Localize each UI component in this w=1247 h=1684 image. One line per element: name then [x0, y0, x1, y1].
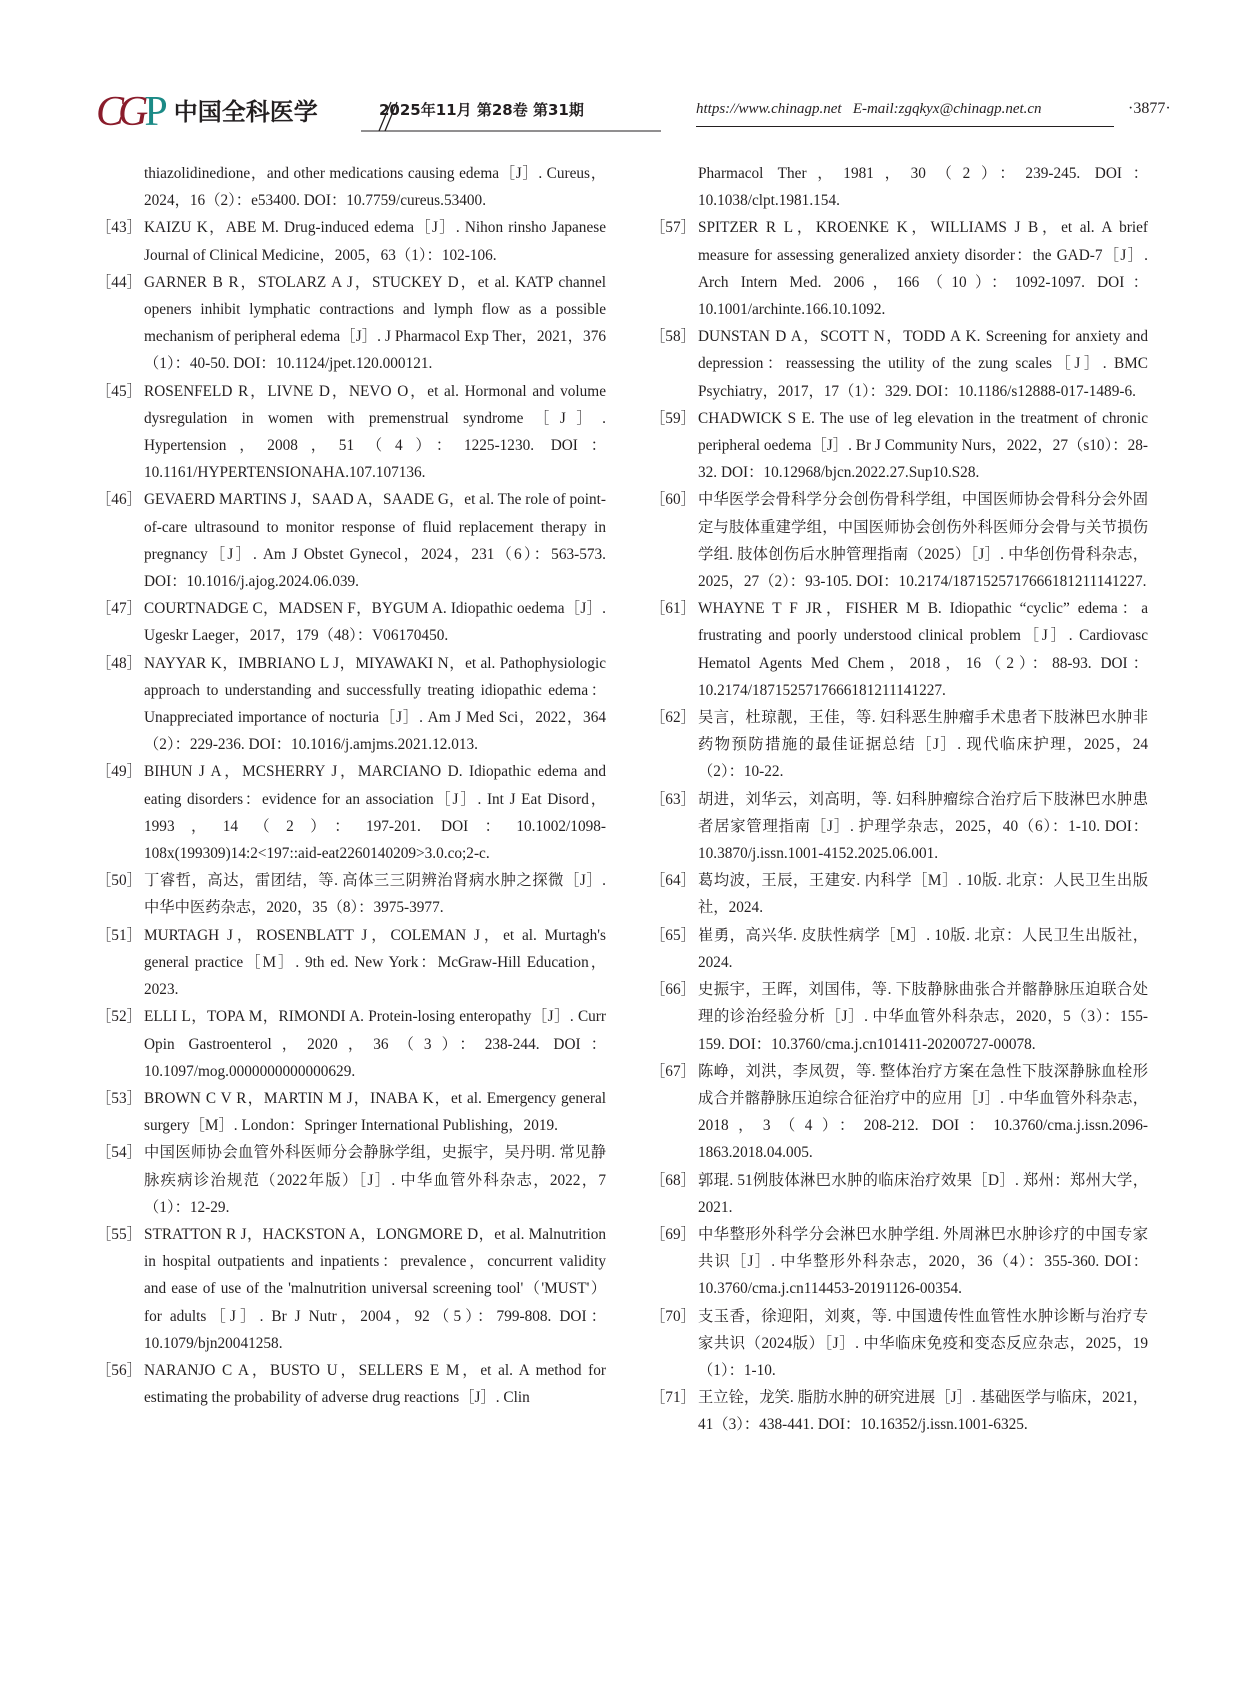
reference-number: ［61］ — [650, 600, 696, 618]
reference-number: ［43］ — [96, 219, 142, 237]
reference-entry — [650, 704, 1148, 786]
reference-text: 陈峥，刘洪，李凤贺，等. 整体治疗方案在急性下肢深静脉血栓形成合并髂静脉压迫综合征治疗中的应用［J］. 中华血管外科杂志，2018，3（4）：208-212. DOI：10.3760/cma.j.issn.2096-1863.2018.04.005. — [698, 1062, 1148, 1162]
contact-info — [696, 101, 1042, 118]
reference-text: GARNER B R，STOLARZ A J，STUCKEY D，et al. KATP channel openers inhibit lymphatic contractions and lymph flow as a possible mechanism of peripheral edema［J］. J Pharmacol Exp Ther，2021，376（1）：40-50. DOI：10.1124/jpet.120.000121. — [144, 273, 606, 373]
reference-text: 中国医师协会血管外科医师分会静脉学组，史振宇，吴丹明. 常见静脉疾病诊治规范（2022年版）［J］. 中华血管外科杂志，2022，7（1）：12-29. — [144, 1144, 606, 1216]
reference-text: WHAYNE T F JR，FISHER M B. Idiopathic “cyclic” edema：a frustrating and poorly understood clinical problem［J］. Cardiovasc Hematol Agents Med Chem，2018，16（2）：88-93. DOI：10.2174/1871525717666181211141227. — [698, 600, 1148, 699]
reference-entry — [650, 976, 1148, 1058]
reference-number: ［69］ — [650, 1225, 696, 1243]
reference-entry — [96, 1139, 606, 1221]
reference-number: ［62］ — [650, 709, 696, 727]
reference-number: ［57］ — [650, 219, 696, 237]
reference-text: 郭琨. 51例肢体淋巴水肿的临床治疗效果［D］. 郑州：郑州大学，2021. — [698, 1171, 1148, 1216]
reference-text: 吴言，杜琼靓，王佳，等. 妇科恶生肿瘤手术患者下肢淋巴水肿非药物预防措施的最佳证据总结［J］. 现代临床护理，2025，24（2）：10-22. — [698, 709, 1148, 781]
reference-entry — [650, 486, 1148, 595]
reference-entry — [96, 486, 606, 595]
reference-number: ［59］ — [650, 409, 696, 427]
reference-number: ［68］ — [650, 1171, 696, 1189]
reference-number: ［53］ — [96, 1089, 142, 1107]
reference-entry — [650, 786, 1148, 868]
journal-logo — [96, 89, 318, 135]
reference-text: 崔勇，高兴华. 皮肤性病学［M］. 10版. 北京：人民卫生出版社，2024. — [698, 926, 1148, 971]
reference-entry — [650, 405, 1148, 487]
reference-text: MURTAGH J，ROSENBLATT J，COLEMAN J，et al. Murtagh's general practice［M］. 9th ed. New York：McGraw-Hill Education，2023. — [144, 926, 606, 999]
reference-text: STRATTON R J，HACKSTON A，LONGMORE D，et al. Malnutrition in hospital outpatients and inpatients：prevalence，concurrent validity and ease of use of the 'malnutrition universal screening tool'（'MUST'）for adults［J］. Br J Nutr，2004，92（5）：799-808. DOI：10.1079/bjn20041258. — [144, 1225, 606, 1352]
reference-text: 史振宇，王晖，刘国伟，等. 下肢静脉曲张合并髂静脉压迫联合处理的诊治经验分析［J］. 中华血管外科杂志，2020，5（3）：155-159. DOI：10.3760/cma.j.cn101411-20200727-00078. — [698, 981, 1148, 1053]
page-number: ·3877· — [1128, 100, 1171, 117]
reference-entry — [96, 1003, 606, 1085]
reference-entry — [96, 1357, 606, 1411]
reference-entry — [650, 1384, 1148, 1438]
reference-number: ［65］ — [650, 926, 696, 944]
reference-text: BROWN C V R，MARTIN M J，INABA K，et al. Emergency general surgery［M］. London：Springer International Publishing，2019. — [144, 1089, 606, 1135]
reference-number: ［58］ — [650, 328, 696, 346]
reference-number: ［66］ — [650, 981, 696, 999]
reference-text: CHADWICK S E. The use of leg elevation in the treatment of chronic peripheral oedema［J］. Br J Community Nurs，2022，27（s10）：28-32. DOI：10.12968/bjcn.2022.27.Sup10.S28. — [698, 409, 1148, 482]
reference-entry — [650, 214, 1148, 323]
reference-entry — [650, 323, 1148, 405]
reference-entry — [650, 1167, 1148, 1221]
reference-entry — [96, 867, 606, 921]
logo-mark-cg: CG — [96, 89, 143, 135]
reference-entry — [650, 595, 1148, 704]
reference-text: 葛均波，王辰，王建安. 内科学［M］. 10版. 北京：人民卫生出版社，2024. — [698, 872, 1148, 917]
reference-text: 丁睿哲，高达，雷团结，等. 高体三三阴辨治肾病水肿之探微［J］. 中华中医药杂志，2020，35（8）：3975-3977. — [144, 872, 606, 917]
reference-text: KAIZU K，ABE M. Drug-induced edema［J］. Nihon rinsho Japanese Journal of Clinical Medicine，2005，63（1）：102-106. — [144, 219, 606, 264]
reference-number: ［56］ — [96, 1361, 142, 1379]
reference-text: ELLI L，TOPA M，RIMONDI A. Protein-losing enteropathy［J］. Curr Opin Gastroenterol，2020，36（3）：238-244. DOI：10.1097/mog.0000000000000629. — [144, 1008, 606, 1080]
reference-entry — [650, 1221, 1148, 1303]
contact-underline — [696, 126, 1114, 127]
reference-column-right — [650, 160, 1148, 1439]
reference-number: ［47］ — [96, 600, 142, 618]
reference-entry — [650, 922, 1148, 976]
reference-text: DUNSTAN D A，SCOTT N，TODD A K. Screening for anxiety and depression：reassessing the utility of the zung scales［J］. BMC Psychiatry，2017，17（1）：329. DOI：10.1186/s12888-017-1489-6. — [698, 328, 1148, 400]
reference-number: ［55］ — [96, 1225, 142, 1243]
reference-text: 中华医学会骨科学分会创伤骨科学组，中国医师协会骨科分会外固定与肢体重建学组，中国医师协会创伤外科医师分会骨与关节损伤学组. 肢体创伤后水肿管理指南（2025）［J］. 中华创伤骨科杂志，2025，27（2）：93-105. DOI：10.2174/1871525717666181211141227. — [698, 491, 1148, 591]
reference-number: ［48］ — [96, 654, 142, 672]
reference-number: ［54］ — [96, 1144, 142, 1162]
reference-entry — [650, 867, 1148, 921]
reference-text: 支玉香，徐迎阳，刘爽，等. 中国遗传性血管性水肿诊断与治疗专家共识（2024版）［J］. 中华临床免疫和变态反应杂志，2025，19（1）：1-10. — [698, 1307, 1148, 1379]
reference-number: ［45］ — [96, 382, 142, 400]
reference-number: ［52］ — [96, 1008, 142, 1026]
reference-text: COURTNADGE C，MADSEN F，BYGUM A. Idiopathic oedema［J］. Ugeskr Laeger，2017，179（48）：V06170450. — [144, 600, 606, 645]
reference-number: ［60］ — [650, 491, 696, 509]
reference-entry — [650, 1058, 1148, 1167]
reference-text: ROSENFELD R，LIVNE D，NEVO O，et al. Hormonal and volume dysregulation in women with premenstrual syndrome［J］. Hypertension，2008，51（4）：1225-1230. DOI：10.1161/HYPERTENSIONAHA.107.107136. — [144, 382, 606, 482]
reference-number: ［50］ — [96, 872, 142, 890]
reference-number: ［67］ — [650, 1062, 696, 1080]
reference-entry — [96, 160, 606, 214]
reference-number: ［71］ — [650, 1389, 696, 1407]
reference-number: ［44］ — [96, 273, 142, 291]
reference-text: 胡进，刘华云，刘高明，等. 妇科肿瘤综合治疗后下肢淋巴水肿患者居家管理指南［J］. 护理学杂志，2025，40（6）：1-10. DOI：10.3870/j.issn.1001-4152.2025.06.001. — [698, 790, 1148, 863]
reference-text: Pharmacol Ther，1981，30（2）：239-245. DOI：10.1038/clpt.1981.154. — [698, 165, 1148, 210]
reference-entry — [96, 650, 606, 759]
reference-text: NAYYAR K，IMBRIANO L J，MIYAWAKI N，et al. Pathophysiologic approach to understanding and successfully treating idiopathic edema：Unappreciated importance of nocturia［J］. Am J Med Sci，2022，364（2）：229-236. DOI：10.1016/j.amjms.2021.12.013. — [144, 654, 606, 754]
logo-mark-p: P — [144, 89, 168, 135]
email-link[interactable]: E-mail:zgqkyx@chinagp.net.cn — [852, 101, 1042, 117]
reference-text: GEVAERD MARTINS J，SAAD A，SAADE G，et al. The role of point-of-care ultrasound to monitor response of fluid replacement therapy in pregnancy［J］. Am J Obstet Gynecol，2024，231（6）：563-573. DOI：10.1016/j.ajog.2024.06.039. — [144, 491, 606, 591]
reference-number: ［51］ — [96, 926, 142, 944]
issue-info: 2025年11月 第28卷 第31期 — [379, 101, 584, 119]
reference-entry — [96, 1221, 606, 1357]
website-link[interactable]: https://www.chinagp.net — [696, 101, 842, 117]
reference-number: ［70］ — [650, 1307, 696, 1325]
journal-name: 中国全科医学 — [173, 98, 318, 126]
reference-text: NARANJO C A，BUSTO U，SELLERS E M，et al. A method for estimating the probability of adverse drug reactions［J］. Clin — [144, 1361, 606, 1407]
reference-column-left — [96, 160, 606, 1411]
reference-number: ［63］ — [650, 790, 696, 808]
reference-entry — [96, 1085, 606, 1139]
reference-entry — [96, 758, 606, 867]
reference-entry — [96, 378, 606, 487]
page-header — [96, 89, 1171, 135]
reference-text: BIHUN J A，MCSHERRY J，MARCIANO D. Idiopathic edema and eating disorders：evidence for an association［J］. Int J Eat Disord，1993，14（2）：197-201. DOI：10.1002/1098-108x(199309)14:2<197::aid-eat2260140209>3.0.co;2-c. — [144, 763, 606, 863]
reference-entry — [650, 1303, 1148, 1385]
reference-number: ［46］ — [96, 491, 142, 509]
reference-text: 中华整形外科学分会淋巴水肿学组. 外周淋巴水肿诊疗的中国专家共识［J］. 中华整形外科杂志，2020，36（4）：355-360. DOI：10.3760/cma.j.cn114453-20191126-00354. — [698, 1225, 1148, 1298]
reference-text: thiazolidinedione，and other medications causing edema［J］. Cureus，2024，16（2）：e53400. DOI：10.7759/cureus.53400. — [144, 165, 606, 210]
reference-number: ［49］ — [96, 763, 142, 781]
reference-text: SPITZER R L，KROENKE K，WILLIAMS J B，et al. A brief measure for assessing generalized anxiety disorder：the GAD-7［J］. Arch Intern Med. 2006，166（10）：1092-1097. DOI：10.1001/archinte.166.10.1092. — [698, 219, 1148, 319]
reference-entry — [96, 595, 606, 649]
reference-entry — [96, 922, 606, 1004]
reference-entry — [96, 214, 606, 268]
reference-entry — [650, 160, 1148, 214]
reference-entry — [96, 269, 606, 378]
reference-number: ［64］ — [650, 872, 696, 890]
reference-text: 王立铨，龙笑. 脂肪水肿的研究进展［J］. 基础医学与临床，2021，41（3）：438-441. DOI：10.16352/j.issn.1001-6325. — [698, 1389, 1148, 1434]
